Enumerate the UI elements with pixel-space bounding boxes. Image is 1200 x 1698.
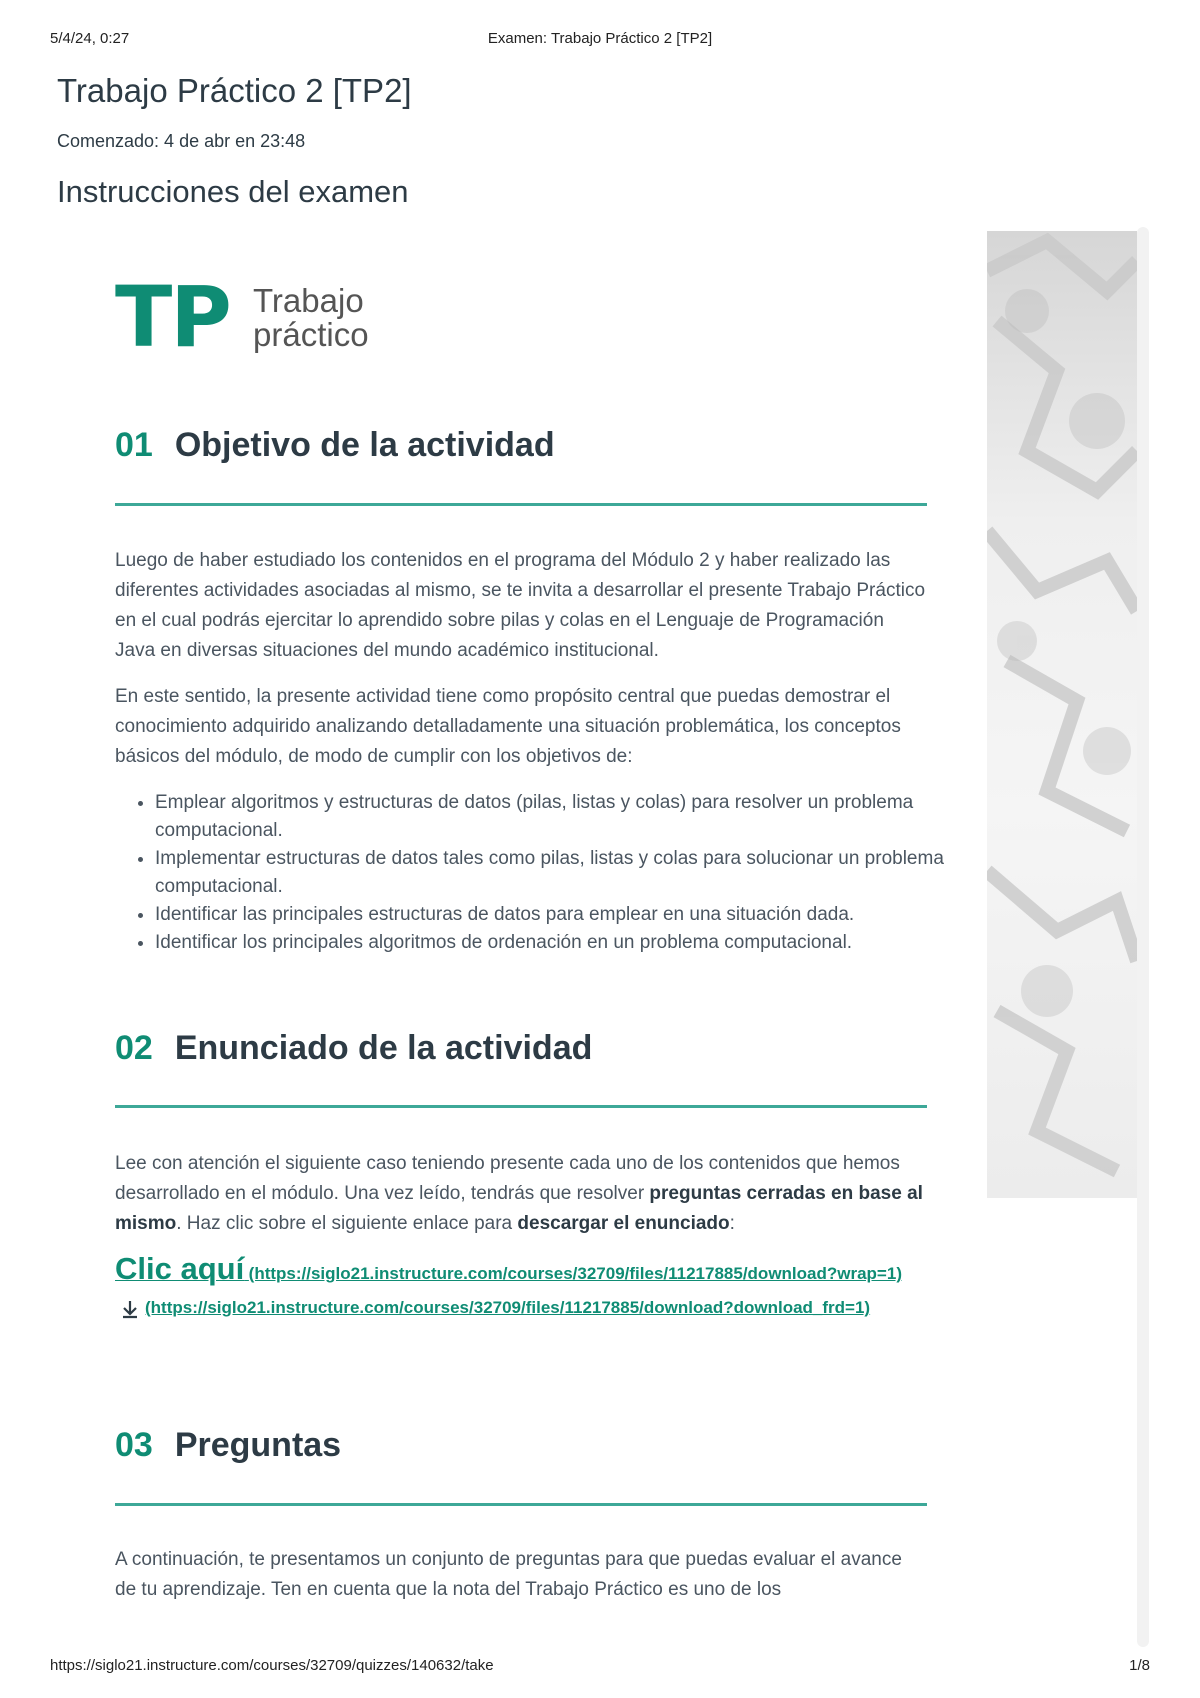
list-item: • Emplear algoritmos y estructuras de datos (pilas, listas y colas) para resolver un problema computacional. xyxy=(155,789,967,845)
section-heading-objetivo xyxy=(115,426,927,465)
tp-logo-letters: TP xyxy=(115,268,230,366)
clic-aqui-label: Clic aquí xyxy=(115,1251,245,1286)
print-title: Examen: Trabajo Práctico 2 [TP2] xyxy=(487,30,713,47)
enunciado-text-a: Lee con atención el siguiente caso teniendo presente cada uno de los contenidos que hemos desarrollado en el módulo. Una vez leído, tendrás que resolver xyxy=(115,1153,900,1204)
download-icon xyxy=(121,1299,139,1319)
section-divider xyxy=(115,1503,927,1506)
list-item: • Implementar estructuras de datos tales como pilas, listas y colas para solucionar un problema computacional. xyxy=(155,845,967,901)
preguntas-paragraph: A continuación, te presentamos un conjunto de preguntas para que puedas evaluar el avance de tu aprendizaje. Ten en cuenta que la nota del Trabajo Práctico es uno de los xyxy=(115,1549,902,1600)
tp-logo-word-practico: práctico xyxy=(253,316,369,353)
section-title: Preguntas xyxy=(174,1426,342,1464)
section-number: 03 xyxy=(115,1426,153,1464)
decorative-banner-image xyxy=(987,231,1137,1198)
scrollbar-track[interactable] xyxy=(1137,227,1149,1647)
section-title: Enunciado de la actividad xyxy=(174,1029,593,1067)
started-timestamp: Comenzado: 4 de abr en 23:48 xyxy=(57,131,306,151)
objetivos-list xyxy=(115,789,967,957)
enunciado-text-c: . Haz clic sobre el siguiente enlace para xyxy=(176,1213,518,1234)
print-url: https://siglo21.instructure.com/courses/32709/quizzes/140632/take xyxy=(50,1657,494,1674)
enunciado-text-bold-1: preguntas cerradas en base al mismo xyxy=(115,1183,923,1234)
objetivo-paragraph-1: Luego de haber estudiado los contenidos en el programa del Módulo 2 y haber realizado las diferentes actividades asociadas al mismo, se te invita a desarrollar el presente Trabajo Práctico en el cual podrás ejercitar lo aprendido sobre pilas y colas en el Lenguaje de Programación Java en diversas situaciones del mundo académico institucional. xyxy=(115,550,926,661)
enunciado-paragraph xyxy=(115,1149,927,1239)
clic-aqui-link[interactable] xyxy=(115,1251,902,1286)
print-datetime: 5/4/24, 0:27 xyxy=(50,30,130,47)
section-number: 01 xyxy=(115,426,153,464)
list-item: • Identificar las principales estructuras de datos para emplear en una situación dada. xyxy=(155,901,967,929)
enunciado-text-bold-2: descargar el enunciado xyxy=(517,1213,730,1234)
section-heading-enunciado xyxy=(115,1029,927,1068)
list-item: • Identificar los principales algoritmos de ordenación en un problema computacional. xyxy=(155,929,967,957)
section-divider xyxy=(115,1105,927,1108)
section-title: Objetivo de la actividad xyxy=(174,426,555,464)
instructions-title: Instrucciones del examen xyxy=(57,174,409,209)
section-divider xyxy=(115,503,927,506)
section-heading-preguntas xyxy=(115,1426,927,1465)
enunciado-text-e: : xyxy=(729,1213,735,1234)
page-title: Trabajo Práctico 2 [TP2] xyxy=(57,72,412,109)
download-links xyxy=(115,1251,927,1325)
download-link[interactable] xyxy=(115,1300,870,1317)
clic-aqui-url: (https://siglo21.instructure.com/courses/32709/files/11217885/download?wrap=1) xyxy=(248,1264,902,1283)
objetivo-paragraph-2: En este sentido, la presente actividad tiene como propósito central que puedas demostrar el conocimiento adquirido analizando detalladamente una situación problemática, los conceptos básicos del módulo, de modo de cumplir con los objetivos de: xyxy=(115,686,901,767)
section-number: 02 xyxy=(115,1029,153,1067)
tp-logo-word-trabajo: Trabajo xyxy=(253,282,364,319)
print-page-number: 1/8 xyxy=(1129,1657,1150,1674)
download-url: (https://siglo21.instructure.com/courses/32709/files/11217885/download?download_frd=1) xyxy=(145,1298,871,1317)
